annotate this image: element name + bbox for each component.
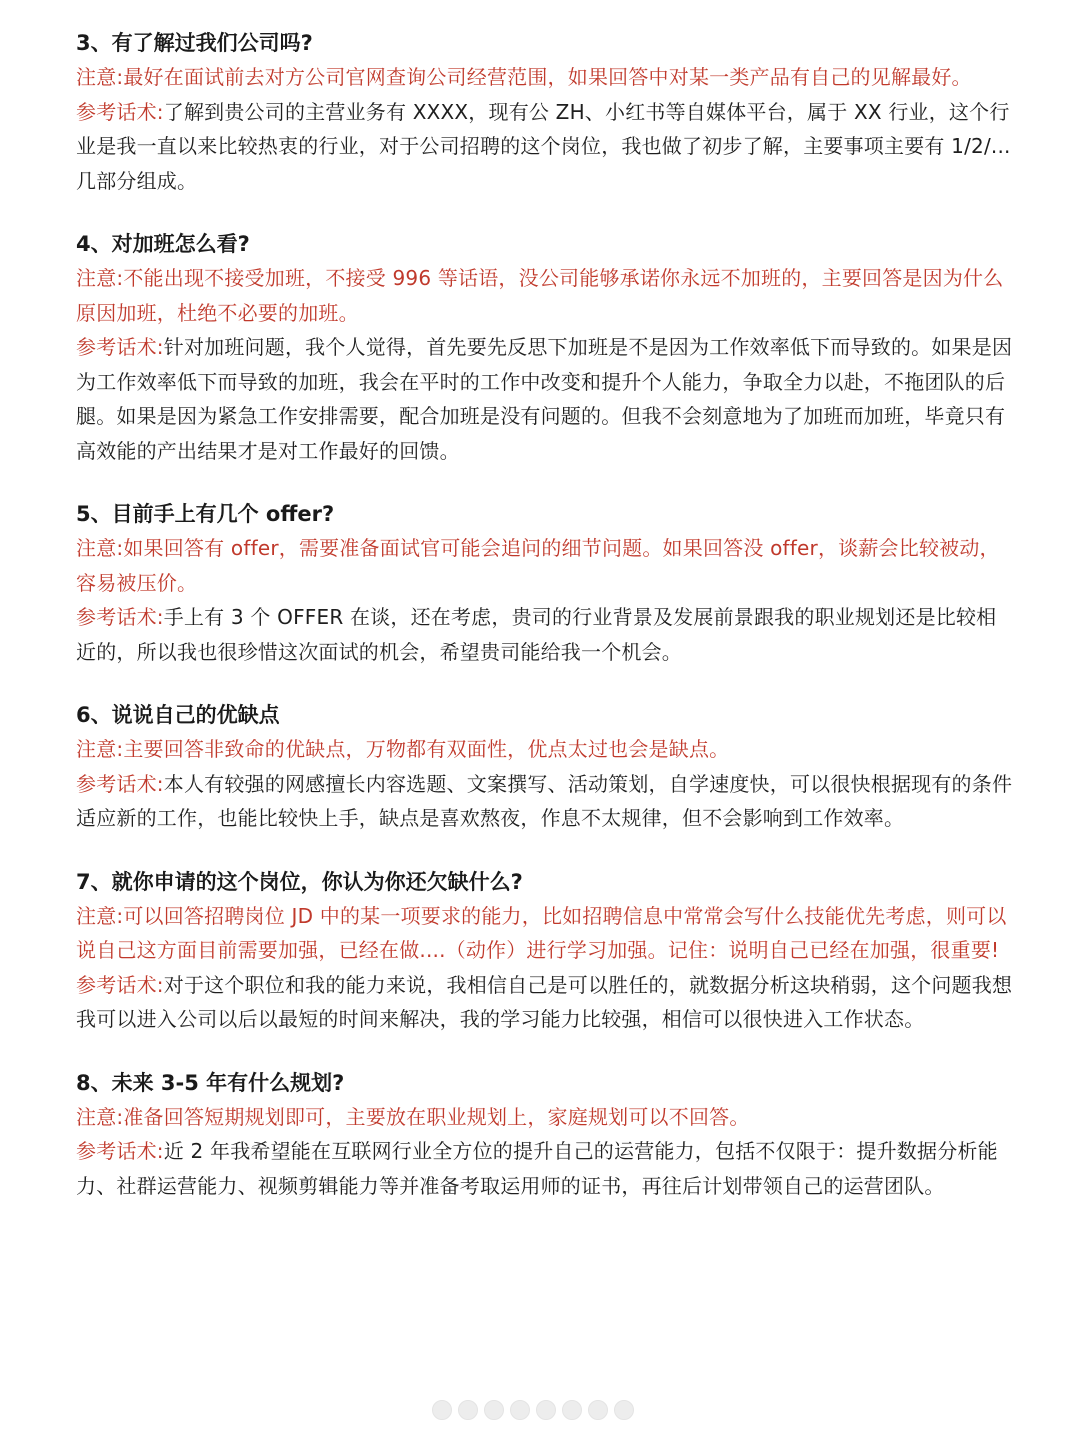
- note-label: 注意:: [76, 536, 124, 560]
- question-heading: 3、有了解过我们公司吗?: [76, 31, 313, 55]
- note-text: 如果回答有 offer，需要准备面试官可能会追问的细节问题。如果回答没 offer，谈薪会比较被动，容易被压价。: [76, 536, 1000, 595]
- note-paragraph: [76, 261, 1016, 330]
- note-paragraph: [76, 899, 1016, 968]
- note-text: 不能出现不接受加班，不接受 996 等话语，没公司能够承诺你永远不加班的，主要回答是因为什么原因加班，杜绝不必要的加班。: [76, 266, 1004, 325]
- question-section-4: [76, 227, 1016, 468]
- note-text: 可以回答招聘岗位 JD 中的某一项要求的能力，比如招聘信息中常常会写什么技能优先考虑，则可以说自己这方面目前需要加强，已经在做....（动作）进行学习加强。记住：说明自己已经在加强，很重要!: [76, 903, 1007, 962]
- reference-answer-paragraph: [76, 1134, 1016, 1203]
- note-label: 注意:: [76, 1104, 124, 1129]
- question-section-6: [76, 698, 1016, 836]
- note-paragraph: [76, 1100, 1016, 1135]
- reference-text: 近 2 年我希望能在互联网行业全方位的提升自己的运营能力，包括不仅限于：提升数据分析能力、社群运营能力、视频剪辑能力等并准备考取运用师的证书，再往后计划带领自己的运营团队。: [76, 1139, 998, 1198]
- reference-label: 参考话术:: [76, 335, 164, 359]
- watermark-glyph: [562, 1400, 582, 1420]
- interview-qa-list: [76, 26, 1016, 1203]
- reference-answer-paragraph: [76, 600, 1016, 669]
- question-section-8: [76, 1066, 1016, 1204]
- watermark-glyph: [614, 1400, 634, 1420]
- reference-label: 参考话术:: [76, 972, 164, 997]
- note-paragraph: [76, 60, 1016, 95]
- question-heading: 6、说说自己的优缺点: [76, 703, 280, 727]
- question-heading: 8、未来 3-5 年有什么规划?: [76, 1070, 345, 1095]
- note-label: 注意:: [76, 903, 124, 928]
- question-heading: 7、就你申请的这个岗位，你认为你还欠缺什么?: [76, 869, 523, 894]
- note-paragraph: [76, 531, 1016, 600]
- note-text: 主要回答非致命的优缺点，万物都有双面性，优点太过也会是缺点。: [123, 737, 730, 761]
- reference-text: 针对加班问题，我个人觉得，首先要先反思下加班是不是因为工作效率低下而导致的。如果是因为工作效率低下而导致的加班，我会在平时的工作中改变和提升个人能力，争取全力以赴，不拖团队的后腿。如果是因为紧急工作安排需要，配合加班是没有问题的。但我不会刻意地为了加班而加班，毕竟只有高效能的产出结果才是对工作最好的回馈。: [76, 335, 1013, 463]
- reference-answer-paragraph: [76, 330, 1016, 468]
- note-paragraph: [76, 732, 1016, 767]
- reference-text: 对于这个职位和我的能力来说，我相信自己是可以胜任的，就数据分析这块稍弱，这个问题我想我可以进入公司以后以最短的时间来解决，我的学习能力比较强，相信可以很快进入工作状态。: [76, 972, 1013, 1031]
- reference-text: 本人有较强的网感擅长内容选题、文案撰写、活动策划，自学速度快，可以很快根据现有的条件适应新的工作，也能比较快上手，缺点是喜欢熬夜，作息不太规律，但不会影响到工作效率。: [76, 771, 1013, 830]
- watermark-glyph: [536, 1400, 556, 1420]
- reference-answer-paragraph: [76, 95, 1016, 199]
- note-text: 最好在面试前去对方公司官网查询公司经营范围，如果回答中对某一类产品有自己的见解最好。: [123, 65, 972, 89]
- question-section-5: [76, 497, 1016, 669]
- note-label: 注意:: [76, 737, 124, 761]
- reference-label: 参考话术:: [76, 771, 164, 796]
- reference-text: 手上有 3 个 OFFER 在谈，还在考虑，贵司的行业背景及发展前景跟我的职业规划还是比较相近的，所以我也很珍惜这次面试的机会，希望贵司能给我一个机会。: [76, 605, 997, 664]
- reference-text: 了解到贵公司的主营业务有 XXXX，现有公 ZH、小红书等自媒体平台，属于 XX 行业，这个行业是我一直以来比较热衷的行业，对于公司招聘的这个岗位，我也做了初步了解，主要事项主要有 1/2/...几部分组成。: [76, 99, 1011, 193]
- question-heading: 5、目前手上有几个 offer?: [76, 502, 335, 526]
- watermark-glyph: [588, 1400, 608, 1420]
- reference-label: 参考话术:: [76, 1139, 164, 1163]
- note-text: 准备回答短期规划即可，主要放在职业规划上，家庭规划可以不回答。: [123, 1104, 750, 1129]
- reference-answer-paragraph: [76, 767, 1016, 836]
- watermark-glyph: [484, 1400, 504, 1420]
- watermark-glyph: [510, 1400, 530, 1420]
- watermark-glyph: [458, 1400, 478, 1420]
- question-heading: 4、对加班怎么看?: [76, 232, 250, 256]
- watermark-glyph: [432, 1400, 452, 1420]
- reference-answer-paragraph: [76, 968, 1016, 1037]
- note-label: 注意:: [76, 266, 124, 290]
- reference-label: 参考话术:: [76, 605, 164, 629]
- question-section-3: [76, 26, 1016, 198]
- note-label: 注意:: [76, 65, 124, 89]
- question-section-7: [76, 865, 1016, 1037]
- faint-watermark: [432, 1399, 662, 1421]
- reference-label: 参考话术:: [76, 99, 164, 124]
